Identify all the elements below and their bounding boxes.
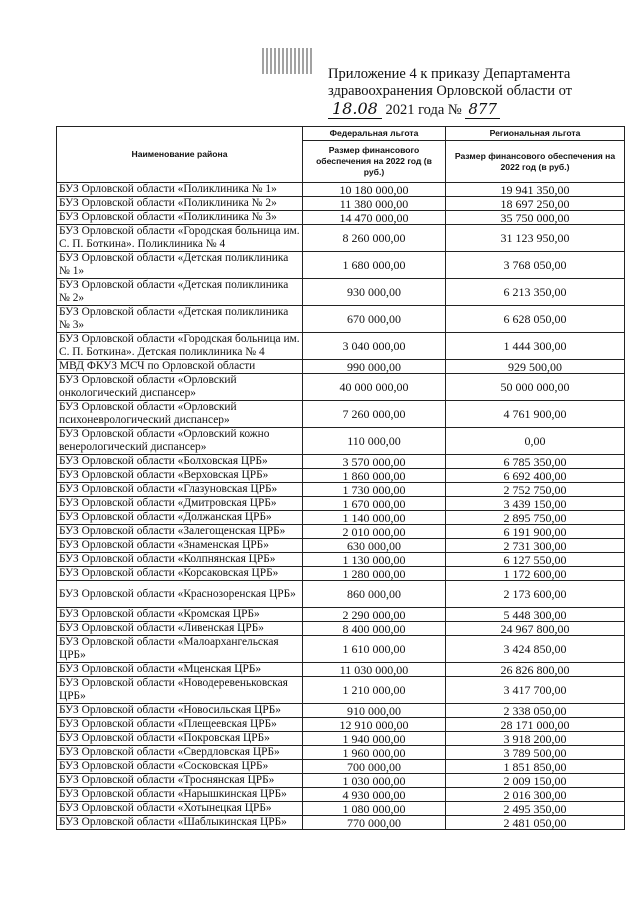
table-row bbox=[57, 483, 625, 497]
order-number: 877 bbox=[465, 100, 500, 119]
header-line-2: здравоохранения Орловской области от bbox=[328, 83, 573, 99]
header-regional-amount: Размер финансового обеспечения на 2022 год (в руб.) bbox=[446, 141, 625, 183]
federal-amount-cell: 860 000,00 bbox=[303, 581, 446, 608]
table-row bbox=[57, 774, 625, 788]
federal-amount-cell: 1 030 000,00 bbox=[303, 774, 446, 788]
district-name-cell: БУЗ Орловской области «Троснянская ЦРБ» bbox=[57, 774, 303, 788]
district-name-cell: БУЗ Орловской области «Хотынецкая ЦРБ» bbox=[57, 802, 303, 816]
header-federal-amount: Размер финансового обеспечения на 2022 год (в руб.) bbox=[303, 141, 446, 183]
regional-amount-cell: 3 439 150,00 bbox=[446, 497, 625, 511]
regional-amount-cell: 3 918 200,00 bbox=[446, 732, 625, 746]
table-row bbox=[57, 718, 625, 732]
federal-amount-cell: 11 030 000,00 bbox=[303, 663, 446, 677]
registration-stamp bbox=[262, 48, 312, 74]
federal-amount-cell: 3 040 000,00 bbox=[303, 333, 446, 360]
table-row bbox=[57, 306, 625, 333]
header-name-column: Наименование района bbox=[57, 127, 303, 183]
federal-amount-cell: 3 570 000,00 bbox=[303, 455, 446, 469]
table-row bbox=[57, 663, 625, 677]
table-row bbox=[57, 333, 625, 360]
district-name-cell: БУЗ Орловской области «Колпнянская ЦРБ» bbox=[57, 553, 303, 567]
table-row bbox=[57, 608, 625, 622]
table-row bbox=[57, 567, 625, 581]
federal-amount-cell: 11 380 000,00 bbox=[303, 197, 446, 211]
federal-amount-cell: 1 080 000,00 bbox=[303, 802, 446, 816]
regional-amount-cell: 3 424 850,00 bbox=[446, 636, 625, 663]
regional-amount-cell: 18 697 250,00 bbox=[446, 197, 625, 211]
regional-amount-cell: 2 495 350,00 bbox=[446, 802, 625, 816]
district-name-cell: МВД ФКУЗ МСЧ по Орловской области bbox=[57, 360, 303, 374]
federal-amount-cell: 770 000,00 bbox=[303, 816, 446, 830]
federal-amount-cell: 670 000,00 bbox=[303, 306, 446, 333]
regional-amount-cell: 3 789 500,00 bbox=[446, 746, 625, 760]
table-row bbox=[57, 252, 625, 279]
district-name-cell: БУЗ Орловской области «Городская больница им. С. П. Боткина». Поликлиника № 4 bbox=[57, 225, 303, 252]
document-header bbox=[328, 66, 628, 119]
federal-amount-cell: 700 000,00 bbox=[303, 760, 446, 774]
district-name-cell: БУЗ Орловской области «Малоархангельская ЦРБ» bbox=[57, 636, 303, 663]
federal-amount-cell: 1 130 000,00 bbox=[303, 553, 446, 567]
table-row bbox=[57, 497, 625, 511]
table-row bbox=[57, 539, 625, 553]
regional-amount-cell: 6 628 050,00 bbox=[446, 306, 625, 333]
district-name-cell: БУЗ Орловской области «Глазуновская ЦРБ» bbox=[57, 483, 303, 497]
regional-amount-cell: 6 692 400,00 bbox=[446, 469, 625, 483]
district-name-cell: БУЗ Орловской области «Покровская ЦРБ» bbox=[57, 732, 303, 746]
table-row bbox=[57, 183, 625, 197]
district-name-cell: БУЗ Орловской области «Новодеревеньковская ЦРБ» bbox=[57, 677, 303, 704]
regional-amount-cell: 2 173 600,00 bbox=[446, 581, 625, 608]
table-row bbox=[57, 581, 625, 608]
federal-amount-cell: 630 000,00 bbox=[303, 539, 446, 553]
table-row bbox=[57, 279, 625, 306]
district-name-cell: БУЗ Орловской области «Городская больница им. С. П. Боткина». Детская поликлиника № 4 bbox=[57, 333, 303, 360]
regional-amount-cell: 5 448 300,00 bbox=[446, 608, 625, 622]
federal-amount-cell: 1 280 000,00 bbox=[303, 567, 446, 581]
table-row bbox=[57, 401, 625, 428]
federal-amount-cell: 12 910 000,00 bbox=[303, 718, 446, 732]
regional-amount-cell: 0,00 bbox=[446, 428, 625, 455]
federal-amount-cell: 1 680 000,00 bbox=[303, 252, 446, 279]
district-name-cell: БУЗ Орловской области «Залегощенская ЦРБ» bbox=[57, 525, 303, 539]
federal-amount-cell: 990 000,00 bbox=[303, 360, 446, 374]
regional-amount-cell: 2 481 050,00 bbox=[446, 816, 625, 830]
regional-amount-cell: 1 172 600,00 bbox=[446, 567, 625, 581]
table-row bbox=[57, 746, 625, 760]
regional-amount-cell: 3 768 050,00 bbox=[446, 252, 625, 279]
table-row bbox=[57, 225, 625, 252]
district-name-cell: БУЗ Орловской области «Краснозоренская ЦРБ» bbox=[57, 581, 303, 608]
regional-amount-cell: 929 500,00 bbox=[446, 360, 625, 374]
regional-amount-cell: 35 750 000,00 bbox=[446, 211, 625, 225]
header-line-1: Приложение 4 к приказу Департамента bbox=[328, 66, 571, 82]
regional-amount-cell: 1 444 300,00 bbox=[446, 333, 625, 360]
table-row bbox=[57, 553, 625, 567]
district-name-cell: БУЗ Орловской области «Орловский психоневрологический диспансер» bbox=[57, 401, 303, 428]
district-name-cell: БУЗ Орловской области «Корсаковская ЦРБ» bbox=[57, 567, 303, 581]
table-row bbox=[57, 760, 625, 774]
regional-amount-cell: 28 171 000,00 bbox=[446, 718, 625, 732]
table-row bbox=[57, 677, 625, 704]
regional-amount-cell: 2 016 300,00 bbox=[446, 788, 625, 802]
table-row bbox=[57, 622, 625, 636]
table-body bbox=[57, 183, 625, 830]
table-row bbox=[57, 374, 625, 401]
federal-amount-cell: 1 730 000,00 bbox=[303, 483, 446, 497]
district-name-cell: БУЗ Орловской области «Детская поликлиника № 2» bbox=[57, 279, 303, 306]
federal-amount-cell: 2 010 000,00 bbox=[303, 525, 446, 539]
federal-amount-cell: 1 140 000,00 bbox=[303, 511, 446, 525]
federal-amount-cell: 1 610 000,00 bbox=[303, 636, 446, 663]
regional-amount-cell: 19 941 350,00 bbox=[446, 183, 625, 197]
header-regional-group: Региональная льгота bbox=[446, 127, 625, 141]
table-row bbox=[57, 211, 625, 225]
header-federal-group: Федеральная льгота bbox=[303, 127, 446, 141]
district-name-cell: БУЗ Орловской области «Детская поликлиника № 3» bbox=[57, 306, 303, 333]
table-row bbox=[57, 704, 625, 718]
regional-amount-cell: 6 213 350,00 bbox=[446, 279, 625, 306]
federal-amount-cell: 930 000,00 bbox=[303, 279, 446, 306]
district-name-cell: БУЗ Орловской области «Дмитровская ЦРБ» bbox=[57, 497, 303, 511]
district-name-cell: БУЗ Орловской области «Плещеевская ЦРБ» bbox=[57, 718, 303, 732]
funding-table bbox=[56, 126, 625, 830]
table-row bbox=[57, 802, 625, 816]
district-name-cell: БУЗ Орловской области «Поликлиника № 2» bbox=[57, 197, 303, 211]
table-row bbox=[57, 511, 625, 525]
regional-amount-cell: 6 127 550,00 bbox=[446, 553, 625, 567]
table-row bbox=[57, 816, 625, 830]
federal-amount-cell: 8 260 000,00 bbox=[303, 225, 446, 252]
header-line-3 bbox=[328, 100, 628, 119]
federal-amount-cell: 7 260 000,00 bbox=[303, 401, 446, 428]
table-row bbox=[57, 455, 625, 469]
federal-amount-cell: 40 000 000,00 bbox=[303, 374, 446, 401]
district-name-cell: БУЗ Орловской области «Свердловская ЦРБ» bbox=[57, 746, 303, 760]
regional-amount-cell: 2 752 750,00 bbox=[446, 483, 625, 497]
federal-amount-cell: 2 290 000,00 bbox=[303, 608, 446, 622]
regional-amount-cell: 6 785 350,00 bbox=[446, 455, 625, 469]
regional-amount-cell: 2 895 750,00 bbox=[446, 511, 625, 525]
federal-amount-cell: 10 180 000,00 bbox=[303, 183, 446, 197]
district-name-cell: БУЗ Орловской области «Знаменская ЦРБ» bbox=[57, 539, 303, 553]
federal-amount-cell: 14 470 000,00 bbox=[303, 211, 446, 225]
table-row bbox=[57, 197, 625, 211]
district-name-cell: БУЗ Орловской области «Новосильская ЦРБ» bbox=[57, 704, 303, 718]
district-name-cell: БУЗ Орловской области «Поликлиника № 3» bbox=[57, 211, 303, 225]
regional-amount-cell: 24 967 800,00 bbox=[446, 622, 625, 636]
regional-amount-cell: 26 826 800,00 bbox=[446, 663, 625, 677]
district-name-cell: БУЗ Орловской области «Орловский онкологический диспансер» bbox=[57, 374, 303, 401]
regional-amount-cell: 2 731 300,00 bbox=[446, 539, 625, 553]
district-name-cell: БУЗ Орловской области «Нарышкинская ЦРБ» bbox=[57, 788, 303, 802]
table-row bbox=[57, 788, 625, 802]
table-row bbox=[57, 732, 625, 746]
district-name-cell: БУЗ Орловской области «Ливенская ЦРБ» bbox=[57, 622, 303, 636]
federal-amount-cell: 910 000,00 bbox=[303, 704, 446, 718]
district-name-cell: БУЗ Орловской области «Орловский кожно венерологический диспансер» bbox=[57, 428, 303, 455]
federal-amount-cell: 4 930 000,00 bbox=[303, 788, 446, 802]
district-name-cell: БУЗ Орловской области «Мценская ЦРБ» bbox=[57, 663, 303, 677]
district-name-cell: БУЗ Орловской области «Верховская ЦРБ» bbox=[57, 469, 303, 483]
regional-amount-cell: 1 851 850,00 bbox=[446, 760, 625, 774]
regional-amount-cell: 4 761 900,00 bbox=[446, 401, 625, 428]
district-name-cell: БУЗ Орловской области «Детская поликлиника № 1» bbox=[57, 252, 303, 279]
order-date: 18.08 bbox=[328, 99, 382, 119]
table-row bbox=[57, 360, 625, 374]
district-name-cell: БУЗ Орловской области «Болховская ЦРБ» bbox=[57, 455, 303, 469]
regional-amount-cell: 2 338 050,00 bbox=[446, 704, 625, 718]
federal-amount-cell: 110 000,00 bbox=[303, 428, 446, 455]
district-name-cell: БУЗ Орловской области «Кромская ЦРБ» bbox=[57, 608, 303, 622]
order-year-text: 2021 года № bbox=[385, 102, 462, 118]
regional-amount-cell: 50 000 000,00 bbox=[446, 374, 625, 401]
federal-amount-cell: 1 670 000,00 bbox=[303, 497, 446, 511]
regional-amount-cell: 2 009 150,00 bbox=[446, 774, 625, 788]
regional-amount-cell: 3 417 700,00 bbox=[446, 677, 625, 704]
table-row bbox=[57, 428, 625, 455]
federal-amount-cell: 1 940 000,00 bbox=[303, 732, 446, 746]
district-name-cell: БУЗ Орловской области «Сосковская ЦРБ» bbox=[57, 760, 303, 774]
regional-amount-cell: 6 191 900,00 bbox=[446, 525, 625, 539]
federal-amount-cell: 1 960 000,00 bbox=[303, 746, 446, 760]
district-name-cell: БУЗ Орловской области «Должанская ЦРБ» bbox=[57, 511, 303, 525]
federal-amount-cell: 8 400 000,00 bbox=[303, 622, 446, 636]
table-row bbox=[57, 469, 625, 483]
federal-amount-cell: 1 210 000,00 bbox=[303, 677, 446, 704]
table-row bbox=[57, 636, 625, 663]
district-name-cell: БУЗ Орловской области «Шаблыкинская ЦРБ» bbox=[57, 816, 303, 830]
district-name-cell: БУЗ Орловской области «Поликлиника № 1» bbox=[57, 183, 303, 197]
regional-amount-cell: 31 123 950,00 bbox=[446, 225, 625, 252]
table-row bbox=[57, 525, 625, 539]
federal-amount-cell: 1 860 000,00 bbox=[303, 469, 446, 483]
